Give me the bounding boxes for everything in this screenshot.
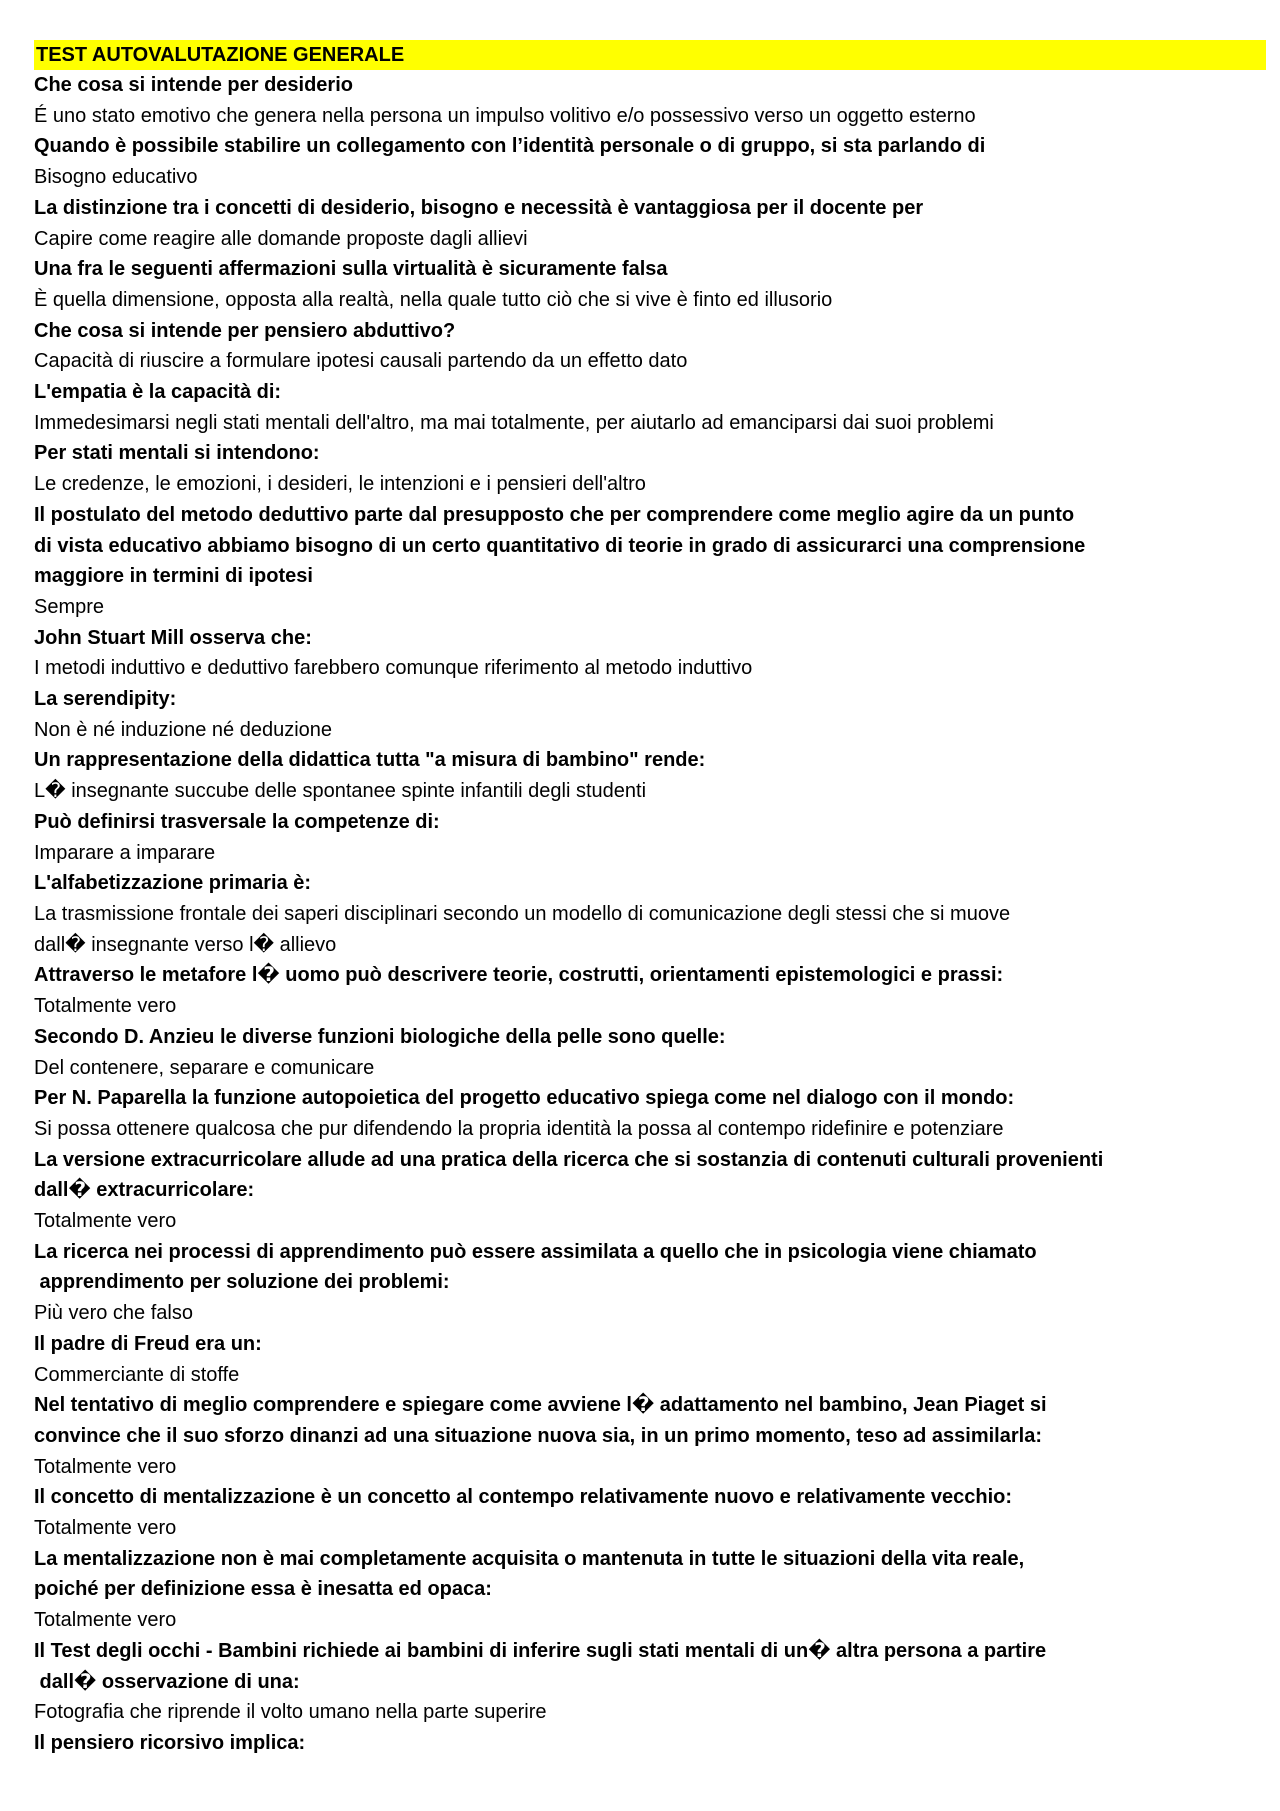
qa-item [34, 1482, 1266, 1543]
qa-item [34, 1083, 1266, 1144]
answer-text: Non è né induzione né deduzione [34, 718, 333, 741]
question-text: John Stuart Mill osserva che: [34, 626, 312, 649]
answer-text: Bisogno educativo [34, 166, 198, 189]
question-text: apprendimento per soluzione dei problemi: [34, 1271, 450, 1294]
answer-text: Totalmente vero [34, 995, 177, 1018]
qa-item [34, 1728, 1266, 1759]
answer-text: Imparare a imparare [34, 841, 216, 864]
answer-text: Immedesimarsi negli stati mentali dell'altro, ma mai totalmente, per aiutarlo ad emanciparsi dai suoi problemi [34, 411, 994, 434]
question-text: Il padre di Freud era un: [34, 1332, 262, 1355]
question-text: Il pensiero ricorsivo implica: [34, 1731, 306, 1754]
question-text: La serendipity: [34, 688, 177, 711]
answer-text: É uno stato emotivo che genera nella persona un impulso volitivo e/o possessivo verso un oggetto esterno [34, 104, 976, 127]
question-text: Il Test degli occhi - Bambini richiede ai bambini di inferire sugli stati mentali di un� altra persona a partire [34, 1639, 1047, 1662]
question-text: L'empatia è la capacità di: [34, 381, 282, 404]
qa-item [34, 1544, 1266, 1636]
qa-item [34, 1237, 1266, 1329]
qa-item [34, 745, 1266, 806]
question-text: La distinzione tra i concetti di desiderio, bisogno e necessità è vantaggiosa per il docente per [34, 196, 924, 219]
qa-item [34, 1329, 1266, 1390]
question-text: Una fra le seguenti affermazioni sulla virtualità è sicuramente falsa [34, 258, 668, 281]
answer-text: Sempre [34, 595, 105, 618]
answer-text: Del contenere, separare e comunicare [34, 1056, 375, 1079]
question-text: Che cosa si intende per pensiero abduttivo? [34, 319, 456, 342]
question-text: Il postulato del metodo deduttivo parte dal presupposto che per comprendere come meglio agire da un punto [34, 503, 1075, 526]
answer-text: Totalmente vero [34, 1517, 177, 1540]
answer-text: Totalmente vero [34, 1210, 177, 1233]
answer-text: I metodi induttivo e deduttivo farebbero comunque riferimento al metodo induttivo [34, 657, 753, 680]
question-text: L'alfabetizzazione primaria è: [34, 872, 312, 895]
qa-item [34, 623, 1266, 684]
question-text: dall� osservazione di una: [34, 1670, 300, 1693]
question-text: Secondo D. Anzieu le diverse funzioni biologiche della pelle sono quelle: [34, 1025, 726, 1048]
qa-item [34, 684, 1266, 745]
answer-text: La trasmissione frontale dei saperi disciplinari secondo un modello di comunicazione degli stessi che si muove [34, 902, 1011, 925]
answer-text: Fotografia che riprende il volto umano nella parte superire [34, 1701, 547, 1724]
qa-item [34, 960, 1266, 1021]
qa-item [34, 1636, 1266, 1728]
question-text: La mentalizzazione non è mai completamente acquisita o mantenuta in tutte le situazioni della vita reale, [34, 1547, 1025, 1570]
qa-item [34, 1390, 1266, 1482]
qa-item [34, 807, 1266, 868]
answer-text: Le credenze, le emozioni, i desideri, le intenzioni e i pensieri dell'altro [34, 473, 646, 496]
question-text: Per stati mentali si intendono: [34, 442, 320, 465]
question-text: Quando è possibile stabilire un collegamento con l’identità personale o di gruppo, si sta parlando di [34, 135, 986, 158]
qa-item [34, 1022, 1266, 1083]
question-text: Può definirsi trasversale la competenze di: [34, 810, 440, 833]
answer-text: dall� insegnante verso l� allievo [34, 933, 337, 956]
document-title: TEST AUTOVALUTAZIONE GENERALE [34, 40, 1266, 70]
document-page [34, 40, 1266, 1759]
qa-item [34, 438, 1266, 499]
answer-text: È quella dimensione, opposta alla realtà, nella quale tutto ciò che si vive è finto ed illusorio [34, 288, 833, 311]
qa-item [34, 868, 1266, 960]
answer-text: Totalmente vero [34, 1609, 177, 1632]
answer-text: Si possa ottenere qualcosa che pur difendendo la propria identità la possa al contempo ridefinire e potenziare [34, 1117, 1004, 1140]
question-text: di vista educativo abbiamo bisogno di un certo quantitativo di teorie in grado di assicurarci una comprensione [34, 534, 1086, 557]
answer-text: Totalmente vero [34, 1455, 177, 1478]
question-text: La ricerca nei processi di apprendimento può essere assimilata a quello che in psicologia viene chiamato [34, 1240, 1037, 1263]
question-text: Il concetto di mentalizzazione è un concetto al contempo relativamente nuovo e relativamente vecchio: [34, 1486, 1013, 1509]
question-text: maggiore in termini di ipotesi [34, 565, 313, 588]
question-text: Che cosa si intende per desiderio [34, 74, 353, 96]
qa-item [34, 500, 1266, 623]
qa-item [34, 1145, 1266, 1237]
answer-text: L� insegnante succube delle spontanee spinte infantili degli studenti [34, 780, 647, 803]
question-text: La versione extracurricolare allude ad una pratica della ricerca che si sostanzia di contenuti culturali provenienti [34, 1148, 1104, 1171]
answer-text: Capire come reagire alle domande proposte dagli allievi [34, 227, 528, 250]
answer-text: Commerciante di stoffe [34, 1363, 240, 1386]
answer-text: Capacità di riuscire a formulare ipotesi causali partendo da un effetto dato [34, 350, 688, 373]
question-text: poiché per definizione essa è inesatta ed opaca: [34, 1578, 492, 1601]
qa-item [34, 316, 1266, 377]
answer-text: Più vero che falso [34, 1302, 193, 1325]
question-text: convince che il suo sforzo dinanzi ad una situazione nuova sia, in un primo momento, teso ad assimilarla: [34, 1424, 1042, 1447]
qa-list [34, 70, 1266, 1759]
qa-item [34, 70, 1266, 131]
question-text: Un rappresentazione della didattica tutta "a misura di bambino" rende: [34, 749, 706, 772]
qa-item [34, 131, 1266, 192]
qa-item [34, 377, 1266, 438]
qa-item [34, 254, 1266, 315]
question-text: Per N. Paparella la funzione autopoietica del progetto educativo spiega come nel dialogo con il mondo: [34, 1087, 1015, 1110]
qa-item [34, 193, 1266, 254]
question-text: dall� extracurricolare: [34, 1179, 255, 1202]
question-text: Attraverso le metafore l� uomo può descrivere teorie, costrutti, orientamenti epistemologici e prassi: [34, 964, 1004, 987]
question-text: Nel tentativo di meglio comprendere e spiegare come avviene l� adattamento nel bambino, Jean Piaget si [34, 1394, 1047, 1417]
